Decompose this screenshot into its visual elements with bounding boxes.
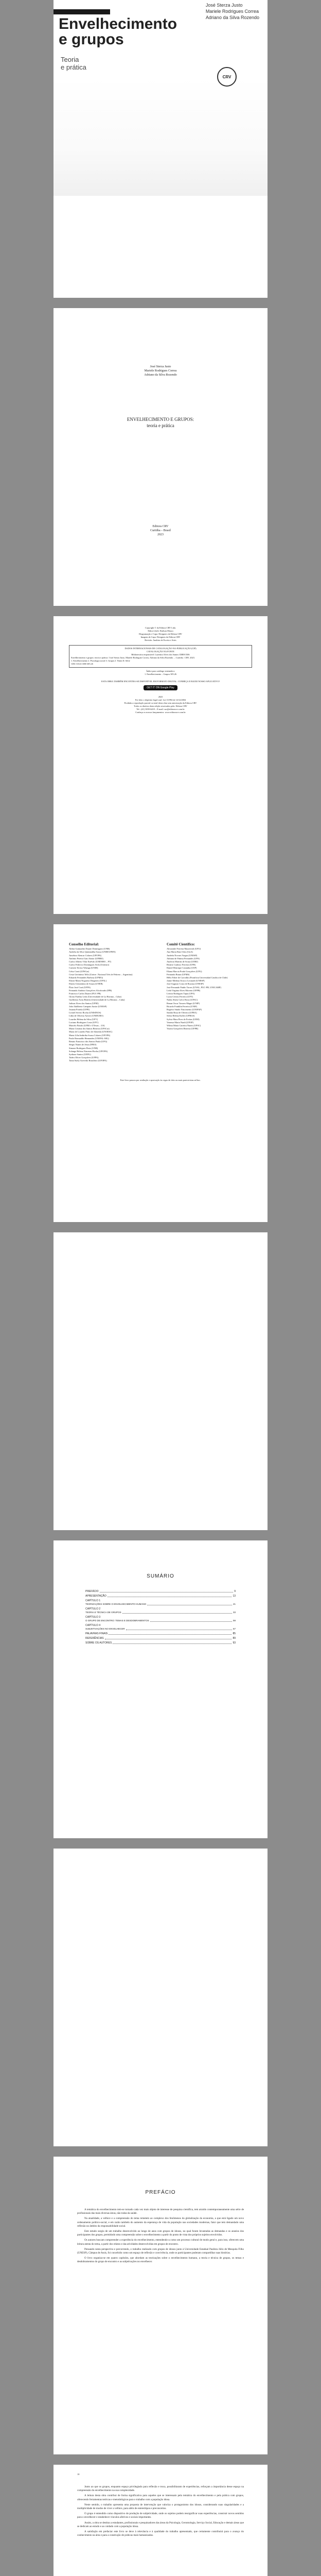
blank-page: [53, 1232, 268, 1530]
toc-leader: [109, 1632, 231, 1635]
toc-entry-label: REFERÊNCIAS: [85, 1637, 104, 1640]
scientific-committee-member: Ricardo Franklin Ferreira (UNIF): [167, 1005, 198, 1008]
scientific-committee-member: Leda Virgínia Alves Moreno (UFPB): [167, 989, 201, 992]
rights-line-6: Conheça os nossos lançamentos: www.editoracrv.com.br: [135, 711, 186, 714]
scientific-committee-member: Sylvia Mara Pires de Freitas (UEM): [167, 1018, 200, 1021]
editorial-council-member: Elione Maria Nogueira Diogenes (UFAL): [69, 979, 107, 982]
cip-box: [69, 645, 252, 668]
toc-entry-page: 93: [233, 1641, 236, 1645]
preface-paragraph: Os autores buscam compreender a experiência do envelhecimento, entendendo-a como um processo cultural de modo geral e, para isso, oferecem uma leitura atenta do tema, a partir dos relatos e das atividades desenvolvidas em grupos de encontro.: [77, 2239, 244, 2246]
editorial-council-member: Aldira Guimarães Duarte Domínguez (UNB): [69, 947, 110, 951]
editorial-council-member: Élsio José Corá (UFFS): [69, 986, 91, 989]
copyright-line-3: Diagramação e Capa: Designers da Editora CRV: [139, 633, 182, 635]
preface-paragraph: A leitura desta obra contribui de forma significativa para aqueles que se interessam pela temática do envelhecimento e pela prática com grupos, oferecendo ferramentas teóricas e metodológicas para o trabalho com a população idosa.: [77, 2494, 244, 2501]
scientific-committee-member: Wilma Maria Carreira Nunes (UFSC): [167, 1024, 201, 1027]
editorial-council-member: Maria Cristina dos Santos Bezerra (UFSCar): [69, 1027, 110, 1030]
copyright-line-1: Copyright © da Editora CRV Ltda.: [145, 626, 176, 629]
toc-subtitle-label: TEORIZAÇÕES SOBRE O ENVELHECIMENTO HUMANO: [85, 1603, 147, 1605]
cover-subtitle-line2: e prática: [61, 63, 86, 71]
cover-page: [53, 0, 268, 298]
preface-title: PREFÁCIO: [145, 2190, 176, 2195]
editorial-council-member: Carlos Alberto Vilar Estêvão (UMINHO – PT): [69, 960, 112, 963]
cover-author-2: Mariele Rodrigues Correa: [205, 9, 259, 14]
editorial-council-member: Tadeu Oliver Gonçalves (UFPA): [69, 1056, 99, 1059]
running-head: [77, 2473, 244, 2476]
scientific-committee-member: Adriana de Fátima Fernandes (UFS): [167, 957, 200, 960]
toc-entry[interactable]: [85, 1616, 236, 1619]
toc-subtitle-label: SUBJETIVAÇÕES NO ENVELHECER: [85, 1628, 125, 1630]
editorial-council-member: Eduardo Fernandes Barbosa (UFMG): [69, 976, 103, 979]
editorial-council-member: Marcelo Paixão (UFRJ e UTexas – US): [69, 1024, 105, 1027]
scientific-committee-member: Renan Oscar Tavares Magni (UNIP): [167, 1002, 200, 1005]
editorial-council-member: Anselmo Alencar Colares (UFOPA): [69, 954, 102, 957]
editorial-council-member: Renato Francisco dos Santos Paula (UFG): [69, 1040, 108, 1043]
preface-paragraph: Este estudo surgiu de um trabalho desenvolvido ao longo de anos com grupos de idosos, no qual foram levantadas as demandas e os anseios dos participantes dos grupos, permitindo uma compreensão sobre o envelhecimento a partir do ponto de vista dos próprios sujeitos envolvidos.: [77, 2230, 244, 2237]
councils-page: [53, 924, 268, 1222]
crv-logo-text: CRV: [222, 74, 231, 79]
index-body: 1. Envelhecimento – Grupos 305.26: [144, 673, 177, 675]
preface-text: [77, 2208, 244, 2266]
scientific-committee-member: Analicia Martins de Sousa (UERJ): [167, 960, 198, 963]
title-author-3: Adriano da Silva Rozendo: [144, 374, 177, 377]
cover-author-1: José Sterza Justo: [205, 3, 243, 8]
cover-subtitle-line1: Teoria: [61, 56, 79, 63]
editorial-council-member: Maria Lília Imbiriba Sousa Colares (UFOPA): [69, 1033, 111, 1037]
rights-line-3: Proibida a reprodução parcial ou total desta obra sem autorização da Editora CRV: [124, 702, 197, 704]
scientific-committee-member: Eliana Marcia Prado Gonçalves (UFG): [167, 970, 202, 973]
scientific-committee-member: José Augusto Costa de Rozona (UNESP): [167, 982, 204, 986]
toc-entry[interactable]: [85, 1599, 236, 1602]
editorial-council: [69, 943, 154, 1063]
preface-paragraph: Assim, a obra se destina a estudantes, profissionais e pesquisadores das áreas da Psicologia, Gerontologia, Serviço Social, Educação e demais áreas que se dedicam ao estudo e ao cuidado com a população idosa.: [77, 2521, 244, 2528]
toc-entry[interactable]: [85, 1632, 236, 1635]
toc-entry-page: 67: [233, 1628, 236, 1630]
toc-leader: [101, 1616, 235, 1618]
copyright-page: [53, 616, 268, 914]
toc-entry-page: 59: [233, 1619, 236, 1622]
preface-text-2: [77, 2485, 244, 2539]
editorial-council-member: João Adalberto Campato Junior (UNESP): [69, 1005, 107, 1008]
toc-entry[interactable]: [85, 1624, 236, 1627]
scientific-committee-member: Silvia Helena Koller (UFRGS): [167, 1014, 195, 1018]
preface-paragraph: O grupo é entendido como dispositivo de produção de subjetividade, onde os sujeitos podem ressignificar suas experiências, construir novos sentidos para o envelhecer e estabelecer vínculos afetivos e sociais importantes.: [77, 2512, 244, 2519]
scientific-committee-member: Daniel Henrique Castanha (USP): [167, 967, 197, 970]
toc-entry-label: CAPÍTULO 4: [85, 1624, 101, 1627]
page-number: 10: [77, 2473, 80, 2476]
toc-entry-page: 21: [233, 1603, 236, 1605]
title-line2: teoria e prática: [147, 423, 174, 428]
cip-body2: 1. Envelhecimento 2. Psicologia social 3. Grupos I. Título II. Série: [71, 659, 130, 662]
cip-head: DADOS INTERNACIONAIS DE CATALOGAÇÃO-NA-PUBLICAÇÃO (CIP): [124, 647, 197, 650]
toc-subtitle-label: TEORIA E TÉCNICA DE GRUPOS: [85, 1611, 121, 1614]
toc-entry-label: CAPÍTULO 3: [85, 1616, 101, 1619]
toc-entry-subtitle[interactable]: [85, 1628, 236, 1631]
cover-title-line2: e grupos: [59, 31, 124, 48]
editorial-council-title: Conselho Editorial:: [69, 942, 99, 946]
cover-title: [59, 16, 264, 47]
toc-leader: [147, 1603, 232, 1605]
toc-entry-label: APRESENTAÇÃO: [85, 1595, 106, 1598]
cover-bottom-area: [53, 196, 268, 298]
toc-entry-label: SOBRE OS AUTORES: [85, 1641, 112, 1645]
toc-leader: [105, 1637, 232, 1639]
editorial-council-member: Elizeu Clementino de Souza (UNEB): [69, 982, 103, 986]
toc-entry-subtitle[interactable]: [85, 1619, 236, 1622]
editorial-council-member: Sérgio Nunes de Jesus (IFRO): [69, 1043, 97, 1046]
rights-year: 2023: [158, 696, 163, 698]
rights-line-5: Tel.: (41) 3039-6418 – E-mail: sac@editoracrv.com.br: [136, 708, 185, 710]
toc-entry-label: PREFÁCIO: [85, 1590, 99, 1593]
peer-review-note: Este livro passou por avaliação e aprovação às cegas de dois ou mais pareceristas ad hoc.: [120, 1079, 201, 1081]
scientific-committee-member: Alexandre Ferreira Mazzerioli (UFU): [167, 947, 201, 951]
editorial-council-member: Simone Rodrigues Pinto (UNB): [69, 1046, 98, 1049]
preface-paragraph: Na atualidade, a velhice e a compreensão do tema remetem ao complexo dos fenômenos da globalização da economia, a que está ligado um novo ordenamento político-social, e em razão também do aumento da esperança de vida da população nas sociedades modernas, fator que tem demandado uma reflexão no âmbito da responsabilidade social.: [77, 2217, 244, 2228]
scientific-committee: [167, 943, 254, 1030]
toc-entry-label: CAPÍTULO 1: [85, 1599, 101, 1602]
toc-leader: [122, 1611, 232, 1614]
publisher-city: Curitiba – Brasil: [150, 529, 171, 532]
editorial-council-member: Carlos Federico Dominguez Avila (Unieuro): [69, 963, 110, 967]
toc-leader: [101, 1624, 235, 1626]
crv-logo-icon: [217, 67, 237, 87]
toc-leader: [101, 1607, 235, 1610]
scientific-committee-member: Sandra Rosa de Oliveira (UFRA): [167, 1011, 197, 1014]
editorial-council-member: Lídia de Oliveira Xavier (UNIEURO): [69, 1014, 103, 1018]
title-line1: ENVELHECIMENTO E GRUPOS:: [127, 417, 194, 422]
index-head: Índice para catálogo sistemático: [146, 670, 175, 672]
publisher-year: 2023: [157, 533, 164, 536]
cip-sub: CATALOGAÇÃO NA FONTE: [147, 650, 174, 653]
scientific-committee-member: Nadia Abreu Calvo Rossi (UFAC): [167, 998, 198, 1002]
toc-entry[interactable]: [85, 1641, 236, 1645]
toc-page: [53, 1540, 268, 1838]
preface-paragraph: Junto ao que os grupos, enquanto espaço privilegiado para reflexão e troca, possibilitaram de experiências, reforçam a importância desse espaço na compreensão do envelhecimento na sua complexidade.: [77, 2485, 244, 2493]
copyright-block: [69, 626, 252, 714]
toc-entry[interactable]: [85, 1590, 236, 1593]
toc-entry-page: 13: [233, 1595, 236, 1598]
cip-sub2: Bibliotecária responsável: Luzenira Alves dos Santos CRB9/1506: [131, 653, 190, 656]
editorial-council-member: Luciano Rodrigues Costa (UFV): [69, 1021, 99, 1024]
digital-notice: ESTA OBRA TAMBÉM ENCONTRA-SE DISPONÍVEL EM FORMATO DIGITAL. CONHEÇA E BAIXE NOSSO APLICATIVO!: [101, 680, 220, 683]
editorial-council-member: Tania Suely Azevedo Brasileiro (UFOPA): [69, 1059, 107, 1062]
editorial-council-member: Solange Helena Ximenes-Rocha (UFOPA): [69, 1049, 108, 1053]
toc-title: SUMÁRIO: [147, 1573, 174, 1579]
preface-page-2: [53, 2465, 268, 2576]
toc-subtitle-label: O GRUPO DE ENCONTRO: TEMAS E DESDOBRAMENTOS: [85, 1619, 149, 1622]
rights-line-2: Foi feito o depósito legal conf. Lei 10.994 de 14/12/2004: [135, 699, 186, 701]
blank-page: [53, 1849, 268, 2146]
publisher-name: Editora CRV: [152, 525, 169, 528]
title-author-1: José Sterza Justo: [150, 365, 171, 368]
scientific-committee-member: Vanessa Maria Nardi (UFOP): [167, 1021, 194, 1024]
copyright-line-5: Revisão: Analista de Escrita e Artes: [145, 639, 176, 641]
editorial-council-member: Sydione Santos (UEPG): [69, 1053, 91, 1056]
toc-entry-page: 89: [233, 1637, 236, 1640]
scientific-committee-member: Fernando Braun (UFMS): [167, 973, 190, 976]
preface-paragraph: A temática do envelhecimento tem-se tornado cada vez mais objeto de interesse de pesquisa científica, tem atraído contemporaneamente uma série de profissionais das mais diversas áreas, não todas da saúde.: [77, 2208, 244, 2215]
scientific-committee-member: Lucia Ceritos Ferreira (UFT): [167, 995, 193, 998]
editorial-council-member: Andréia da Silva Quintanilha Sousa (UNIR/UFRN): [69, 951, 116, 954]
editorial-council-member: Celso Conti (UFSCar): [69, 970, 90, 973]
scientific-committee-member: Andréia Novaes Vargas (UNESP): [167, 954, 198, 957]
toc-leader: [113, 1641, 231, 1644]
editorial-council-member: Guillermo Arias Beatón (Universidade de La Havana – Cuba): [69, 998, 125, 1002]
toc-entry-label: PALAVRAS FINAIS: [85, 1632, 108, 1635]
copyright-line-2: Editor-chefe: Railson Moura: [148, 630, 173, 632]
toc-entry[interactable]: [85, 1595, 236, 1598]
scientific-committee-list: [167, 947, 254, 1030]
cip-codes: CDU 316.6 CDD 305.26: [71, 663, 93, 665]
title-page-publisher: [53, 524, 268, 537]
editorial-council-member: Josania Portela (UFPI): [69, 1008, 90, 1011]
title-page: [53, 308, 268, 606]
title-page-authors: [53, 365, 268, 377]
scientific-committee-member: Rogério Simão Nascimento (UNIFAP): [167, 1008, 202, 1011]
editorial-council-member: Maria de Lourdes Pinto de Almeida (UNOESC): [69, 1030, 113, 1033]
toc-entry-label: CAPÍTULO 2: [85, 1607, 101, 1611]
toc-leader: [101, 1599, 235, 1602]
toc-entry-page: 9: [234, 1590, 236, 1593]
editorial-council-list: [69, 947, 154, 1062]
scientific-committee-member: Leticia Rodrigues Tapia (UFA): [167, 992, 195, 995]
editorial-council-member: Lourdes Helena da Silva (UFV): [69, 1018, 98, 1021]
toc-entry-subtitle[interactable]: [85, 1603, 236, 1606]
toc-leader: [100, 1590, 234, 1592]
cover-accent-bar: [53, 9, 110, 14]
preface-page: [53, 2157, 268, 2454]
editorial-council-member: Antônio Pereira Gaio Júnior (UFRRJ): [69, 957, 103, 960]
editorial-council-member: Carmen Tereza Velanga (UNIR): [69, 967, 98, 970]
toc-entry-page: 33: [233, 1611, 236, 1614]
copyright-line-4: Imagem de Capa: Designers da Editora CRV: [140, 636, 181, 638]
scientific-committee-member: Ynaira Gonçalves Bezerra (UFPR): [167, 1027, 199, 1030]
preface-paragraph: O livro organiza-se em quatro capítulos, que abordam as teorizações sobre o envelhecimento humano, a teoria e técnica de grupos, os temas e desdobramentos do grupo de encontro e as subjetivações no envelhecer.: [77, 2257, 244, 2264]
editorial-council-member: Leonel Severo Rocha (UNISINOS): [69, 1011, 101, 1014]
editorial-council-member: Fernando Antônio Gonçalves Alcoforado (IPB): [69, 989, 112, 992]
editorial-council-member: Paulo Romualdo Hernandes (UNIFAL-MG): [69, 1037, 109, 1040]
scientific-committee-member: José Fernando Patiño Torres (UNAL, PUC-PR, UNICAMP): [167, 986, 221, 989]
toc-entry-subtitle[interactable]: [85, 1611, 236, 1614]
toc-entry-page: 85: [233, 1632, 236, 1635]
toc-leader: [126, 1628, 232, 1630]
scientific-committee-member: Jaime Medina Orozco Leonardi (UNESP): [167, 979, 205, 982]
google-play-button[interactable]: GET IT ON Google Play: [144, 685, 177, 690]
scientific-committee-member: Ana Maria Ruiz Ortiz (UnA): [167, 951, 193, 954]
preface-paragraph: Pensando nesta perspectiva e percorrendo, o trabalho realizado com grupos de idosos junto à Universidade Estadual Paulista Júlio de Mesquita Filho (UNESP), Câmpus de Assis, foi concebido como um espaço de reflexão e convivência, onde os participantes puderam compartilhar suas histórias.: [77, 2247, 244, 2255]
toc-entry[interactable]: [85, 1637, 236, 1640]
toc-list: [85, 1590, 236, 1646]
title-page-title: [53, 416, 268, 429]
editorial-council-member: Cesar Gerónimo Tello (Univer .Nacional Três de Febrero – Argentina): [69, 973, 133, 976]
editorial-council-member: Gloria Fariñas León (Universidade de La Havana – Cuba): [69, 995, 121, 998]
rights-line-4: Todos os direitos desta edição reservados pela: Editora CRV: [134, 705, 187, 707]
cover-subtitle: [61, 56, 86, 71]
cover-title-line1: Envelhecimento: [59, 15, 177, 32]
preface-paragraph: Neste sentido, o trabalho apresenta uma proposta de intervenção que valoriza o protagonismo dos idosos, considerando suas singularidades e a multiplicidade de modos de viver a velhice, para além de estereótipos e preconceitos.: [77, 2503, 244, 2511]
scientific-committee-title: Comitê Científico:: [167, 942, 195, 946]
preface-paragraph: A satisfação em prefaciar este livro se deve à relevância e à qualidade do trabalho apresentado, que certamente contribuirá para o avanço do conhecimento na área e para a construção de práticas mais humanizadas.: [77, 2530, 244, 2537]
cip-body: Envelhecimento e grupos: teoria e prática / José Sterza Justo, Mariele Rodrigues Correa, Adriano da Silva Rozendo. – Curitiba : CRV, 2023.: [71, 656, 195, 659]
editorial-council-member: Jailson Alves dos Santos (UFRJ): [69, 1002, 99, 1005]
editorial-council-member: Francisco Carlos Duarte (PUC-PR): [69, 992, 101, 995]
toc-leader: [108, 1595, 232, 1597]
cover-author-3: Adriano da Silva Rozendo: [205, 15, 259, 20]
toc-entry[interactable]: [85, 1607, 236, 1611]
title-author-2: Mariele Rodrigues Correa: [144, 369, 177, 372]
toc-leader: [150, 1619, 232, 1622]
scientific-committee-member: Hélio Faber de Carvalho (Pontificia Universidad Catolica de Chile): [167, 976, 228, 979]
scientific-committee-member: Beatriz Cardoso Ferreira (UFB): [167, 963, 195, 967]
